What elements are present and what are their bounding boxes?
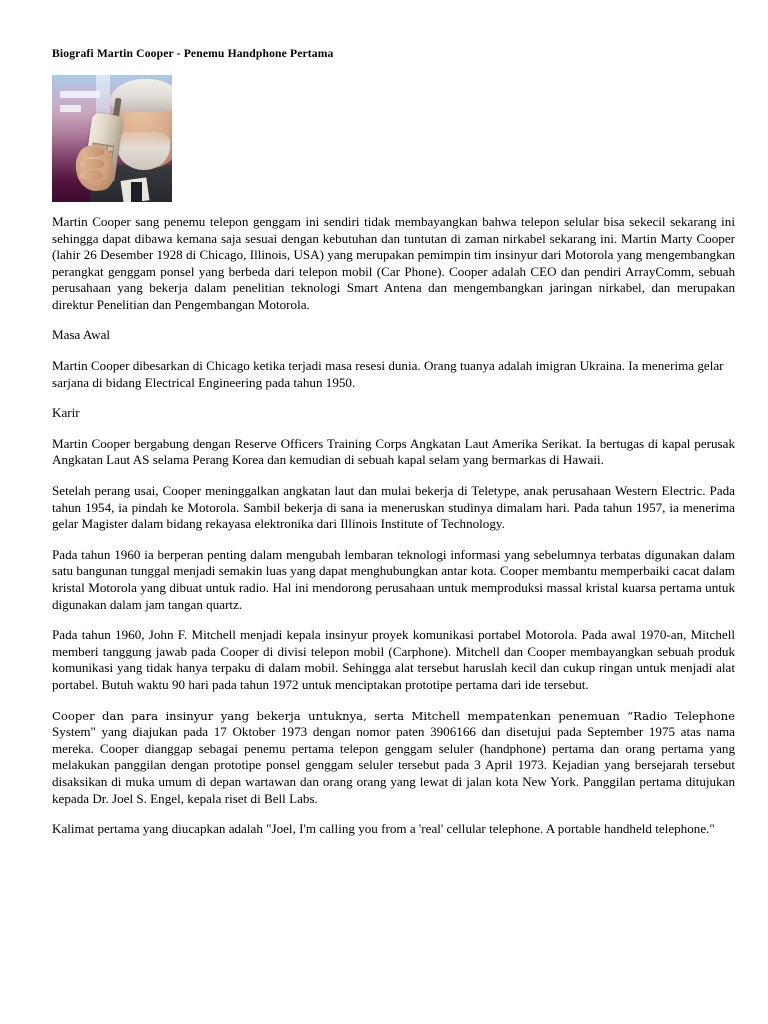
photo-necktie: [131, 182, 142, 202]
paragraph-paten: [52, 708, 735, 808]
paragraph-paten-rest: System" yang diajukan pada 17 Oktober 1973 dengan nomor paten 3906166 dan disetujui pada September 1975 atas nama mereka. Cooper dianggap sebagai penemu pertama telepon genggam seluler (handphone) pertama dan orang pertama yang melakukan panggilan dengan prototipe ponsel genggam seluler tersebut pada 3 April 1973. Kejadian yang bersejarah tersebut disaksikan di muka umum di depan wartawan dan orang orang yang lewat di jalan kota New York. Panggilan pertama ditujukan kepada Dr. Joel S. Engel, kepala riset di Bell Labs.: [52, 724, 735, 806]
paragraph-karir-3: Pada tahun 1960 ia berperan penting dalam mengubah lembaran teknologi informasi yang sebelumnya terbatas digunakan dalam satu bangunan tunggal menjadi semakin luas yang dapat menghubungkan antar kota. Cooper membantu memperbaiki cacat dalam kristal Motorola yang dibuat untuk radio. Hal ini mendorong perusahaan untuk memproduksi massal kristal kuarsa pertama untuk digunakan dalam jam tangan quartz.: [52, 546, 735, 612]
paragraph-karir-4: Pada tahun 1960, John F. Mitchell menjadi kepala insinyur proyek komunikasi portabel Motorola. Pada awal 1970-an, Mitchell memberi tanggung jawab pada Cooper di divisi telepon mobil (Carphone). Mitchell dan Cooper membayangkan sebuah produk komunikasi yang tidak hanya terpaku di dalam mobil. Sehingga alat tersebut haruslah kecil dan cukup ringan untuk menjadi alat portabel. Butuh waktu 90 hari pada tahun 1972 untuk menciptakan prototipe pertama dari ide tersebut.: [52, 627, 735, 692]
paragraph-karir-1: Martin Cooper bergabung dengan Reserve Officers Training Corps Angkatan Laut Amerika Serikat. Ia bertugas di kapal perusak Angkatan Laut AS selama Perang Korea dan kemudian di sebuah kapal selam yang bermarkas di Hawaii.: [52, 435, 735, 468]
paragraph-karir-2: Setelah perang usai, Cooper meninggalkan angkatan laut dan mulai bekerja di Teletype, anak perusahaan Western Electric. Pada tahun 1954, ia pindah ke Motorola. Sambil bekerja di sana ia meneruskan studinya dimalam hari. Pada tahun 1957, ia menerima gelar Magister dalam bidang rekayasa elektronika dari Illinois Institute of Technology.: [52, 483, 735, 532]
article-body: [52, 214, 735, 838]
photo-caption-block-2: [60, 105, 80, 111]
page-title: Biografi Martin Cooper - Penemu Handphone Pertama: [52, 47, 334, 60]
photo-canvas: [52, 75, 172, 202]
paragraph-intro: Martin Cooper sang penemu telepon genggam ini sendiri tidak membayangkan bahwa telepon selular bisa sekecil sekarang ini sehingga dapat dibawa kemana saja sesuai dengan kebutuhan dan tuntutan di zaman nirkabel sekarang ini. Martin Marty Cooper (lahir 26 Desember 1928 di Chicago, Illinois, USA) yang merupakan pemimpin tim insinyur dari Motorola yang mengembangkan perangkat genggam ponsel yang berbeda dari telepon mobil (Car Phone). Cooper adalah CEO dan pendiri ArrayComm, sebuah perusahaan yang bekerja dalam penelitian teknologi Smart Antena dan mengembangkan jaringan nirkabel, dan merupakan direktur Penelitian dan Pengembangan Motorola.: [52, 213, 735, 312]
paragraph-paten-line1: Cooper dan para insinyur yang bekerja untuknya, serta Mitchell mempatenkan penemuan “Radio Telephone: [52, 708, 735, 723]
heading-karir: Karir: [52, 405, 80, 421]
martin-cooper-photo: [52, 75, 172, 202]
photo-finger: [81, 147, 104, 157]
photo-finger: [80, 170, 103, 180]
paragraph-masa-awal: Martin Cooper dibesarkan di Chicago ketika terjadi masa resesi dunia. Orang tuanya adalah imigran Ukraina. Ia menerima gelar sarjana di bidang Electrical Engineering pada tahun 1950.: [52, 358, 724, 390]
paragraph-kalimat-pertama: Kalimat pertama yang diucapkan adalah "Joel, I'm calling you from a 'real' cellular telephone. A portable handheld telephone.": [52, 821, 715, 837]
heading-masa-awal: Masa Awal: [52, 327, 111, 343]
photo-finger: [80, 159, 104, 169]
photo-caption-block-1: [60, 91, 100, 98]
